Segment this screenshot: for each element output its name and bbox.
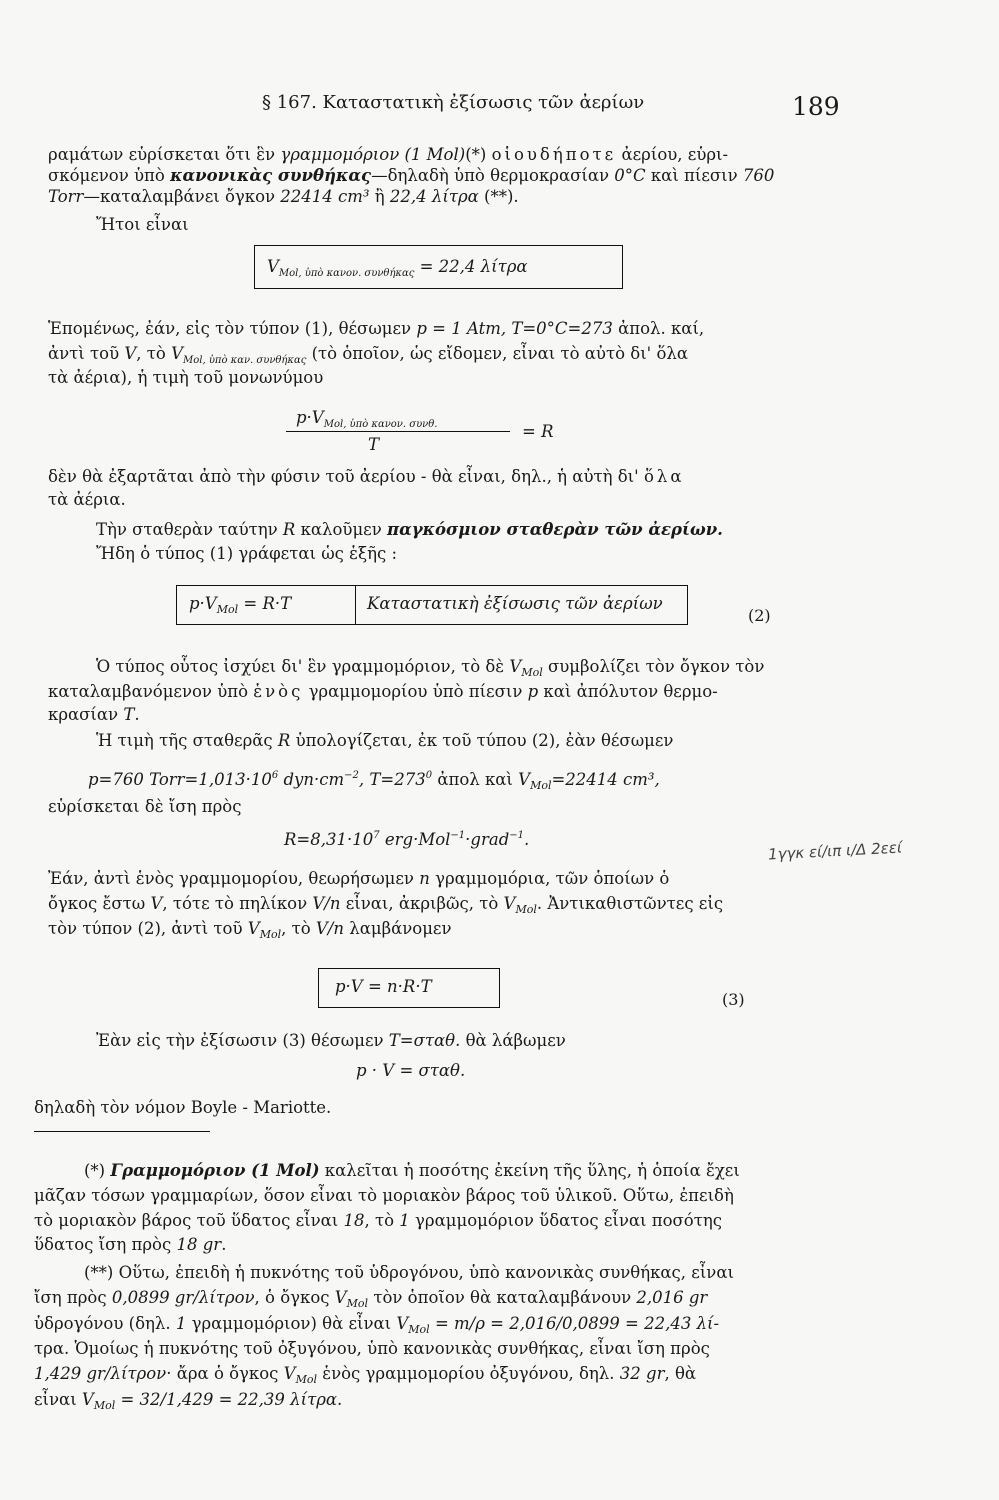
math: p·V xyxy=(189,594,217,613)
text: ἴση πρὸς xyxy=(34,1288,112,1307)
text: Ὁ τύπος οὗτος ἰσχύει δι' ἓν γραμμομόριον, τὸ δὲ xyxy=(96,657,510,676)
math: 18 xyxy=(343,1211,365,1230)
superscript: 6 xyxy=(271,770,279,781)
math: V xyxy=(509,657,522,676)
text: γραμμομόριον) θὰ εἶναι xyxy=(186,1314,397,1333)
text: λαμβάνομεν xyxy=(344,919,452,938)
footnote-divider xyxy=(34,1131,210,1132)
text: , τὸ xyxy=(364,1211,400,1230)
math: 1 xyxy=(175,1314,187,1333)
text: . Ἀντικαθιστῶντες εἰς xyxy=(536,894,724,913)
boxed-equation xyxy=(318,968,500,1008)
math: V/n xyxy=(315,919,344,938)
text: εἶναι xyxy=(34,1390,82,1409)
box-divider xyxy=(355,586,356,624)
equation xyxy=(267,256,528,285)
denominator: T xyxy=(368,435,380,454)
equation xyxy=(88,765,660,797)
math: p = 1 Atm, T=0°C=273 xyxy=(416,319,613,338)
text: καὶ xyxy=(479,770,519,789)
text: τὸν ὁποῖον θὰ καταλαμβάνουν xyxy=(368,1288,637,1307)
footnote-ref: (*) xyxy=(465,145,492,164)
subscript: Mol xyxy=(93,1399,116,1412)
text: ἢ xyxy=(369,187,390,206)
math: =22414 cm³, xyxy=(551,770,660,789)
handwritten-annotation: 1γγκ εί/ιπ ι/Δ 2εεί xyxy=(767,838,903,864)
equation xyxy=(189,593,291,621)
math: Torr xyxy=(48,187,84,206)
math: 22414 cm³ xyxy=(280,187,370,206)
text-line xyxy=(48,144,728,166)
emphasis: οἱουδήποτε xyxy=(491,145,617,164)
subscript: Mol, ὑπὸ κανον. συνθ. xyxy=(323,419,438,430)
subscript: Mol xyxy=(216,603,239,616)
subscript: Mol xyxy=(530,779,552,792)
superscript: −2 xyxy=(344,770,359,781)
section-title: § 167. Καταστατικὴ ἐξίσωσις τῶν ἀερίων xyxy=(262,92,645,113)
superscript: 7 xyxy=(373,830,380,841)
text: ὕδατος ἴση πρὸς xyxy=(34,1235,177,1254)
math: ·grad xyxy=(465,830,510,849)
text: κρασίαν xyxy=(48,705,124,724)
page-number: 189 xyxy=(792,92,840,121)
text: γραμμομορίου ὑπὸ πίεσιν xyxy=(303,682,528,701)
text-line: Ἤτοι εἶναι xyxy=(96,215,189,234)
footnote-line xyxy=(34,1287,707,1315)
text: . xyxy=(221,1235,227,1254)
text: (τὸ ὁποῖον, ὡς εἴδομεν, εἶναι τὸ αὐτὸ δι' ὅλα xyxy=(306,344,688,363)
text: καὶ ἀπόλυτον θερμο- xyxy=(538,682,718,701)
subscript: Mol xyxy=(408,1323,430,1336)
term: γραμμομόριον (1 Mol) xyxy=(280,145,466,164)
text-line xyxy=(96,1030,566,1052)
text: τὸν τύπον (2), ἀντὶ τοῦ xyxy=(48,919,248,938)
math: erg·Mol xyxy=(379,830,451,849)
text-line xyxy=(96,656,764,684)
superscript: 0 xyxy=(425,770,433,781)
text: καὶ πίεσιν xyxy=(645,166,743,185)
boxed-equation xyxy=(176,585,688,625)
math: T xyxy=(123,705,135,724)
text: , θὰ xyxy=(664,1364,697,1383)
text-line xyxy=(48,893,723,921)
math: V xyxy=(396,1314,409,1333)
math: V xyxy=(81,1390,94,1409)
text: ὑδρογόνου (δηλ. xyxy=(34,1314,176,1333)
footnote-line xyxy=(34,1363,696,1391)
math: 0,0899 gr/λίτρον xyxy=(111,1288,255,1307)
math: V xyxy=(334,1288,347,1307)
math: R xyxy=(277,731,291,750)
text: εἶναι, ἀκριβῶς, τὸ xyxy=(340,894,504,913)
text: συμβολίζει τὸν ὄγκον τὸν xyxy=(542,657,765,676)
page-header xyxy=(0,88,999,128)
math: 22,4 λίτρα xyxy=(389,187,479,206)
text: γραμμομόρια, τῶν ὁποίων ὁ xyxy=(429,869,670,888)
math: R=8,31·10 xyxy=(284,830,374,849)
subscript: Mol xyxy=(515,903,537,916)
footnote-line: (**) Οὕτω, ἐπειδὴ ἡ πυκνότης τοῦ ὑδρογόνου, ὑπὸ κανονικὰς συνθήκας, εἶναι xyxy=(84,1263,734,1282)
text-line xyxy=(48,186,519,208)
text: γραμμομόριον ὕδατος εἶναι ποσότης xyxy=(409,1211,722,1230)
math: = R·T xyxy=(238,594,292,613)
text: ραμάτων εὑρίσκεται ὅτι ἓν xyxy=(48,145,281,164)
math: V xyxy=(124,344,137,363)
text: λί- xyxy=(691,1314,720,1333)
text: ὑπολογίζεται, ἐκ τοῦ τύπου (2), ἐὰν θέσωμεν xyxy=(290,731,674,750)
equation-number: (3) xyxy=(722,990,745,1009)
text: Ἐὰν εἰς τὴν ἐξίσωσιν (3) θέσωμεν xyxy=(96,1031,389,1050)
text: ἀπολ xyxy=(432,770,480,789)
math: 32 gr xyxy=(619,1364,665,1383)
text: σκόμενον ὑπὸ xyxy=(48,166,171,185)
text: , τὸ xyxy=(136,344,172,363)
text: Ἐάν, ἀντὶ ἑνὸς γραμμομορίου, θεωρήσωμεν xyxy=(48,869,420,888)
text-line xyxy=(48,704,140,726)
math: p=760 Torr=1,013·10 xyxy=(88,770,272,789)
equation-label: Καταστατικὴ ἐξίσωσις τῶν ἀερίων xyxy=(367,594,663,613)
fraction-equation xyxy=(286,407,616,467)
equation: p · V = σταθ. xyxy=(356,1061,466,1080)
math: V xyxy=(503,894,516,913)
text: θὰ λάβωμεν xyxy=(460,1031,566,1050)
text-line xyxy=(48,318,704,340)
text: Τὴν σταθερὰν ταύτην xyxy=(96,520,283,539)
text: , τὸ xyxy=(281,919,316,938)
footnote-line xyxy=(34,1234,226,1256)
math: = R xyxy=(522,422,554,441)
subscript: Mol, ὑπὸ κανον. συνθήκας xyxy=(278,268,415,279)
math: n xyxy=(419,869,430,888)
text: , τότε τὸ πηλίκον xyxy=(162,894,313,913)
math: . xyxy=(524,830,530,849)
text: καταλαμβανόμενον ὑπὸ xyxy=(48,682,254,701)
equation xyxy=(284,825,529,851)
math: 2,016 gr xyxy=(636,1288,708,1307)
text: ἀπολ. καί, xyxy=(612,319,705,338)
math: R xyxy=(282,520,296,539)
math: V xyxy=(150,894,163,913)
text-line xyxy=(48,918,452,946)
text: δὲν θὰ ἐξαρτᾶται ἀπὸ τὴν φύσιν τοῦ ἀερίου - θὰ εἶναι, δηλ., ἡ αὐτὴ δι' xyxy=(48,467,644,486)
text-line xyxy=(48,681,718,703)
equation: p·V = n·R·T xyxy=(335,977,432,996)
footnote-line: τρα. Ὁμοίως ἡ πυκνότης τοῦ ὀξυγόνου, ὑπὸ κανονικὰς συνθήκας, εἶναι ἴση πρὸς xyxy=(34,1339,710,1358)
text-line: δηλαδὴ τὸν νόμον Boyle - Mariotte. xyxy=(34,1098,332,1117)
text: —καταλαμβάνει ὄγκον xyxy=(83,187,281,206)
superscript: −1 xyxy=(450,830,466,841)
math: V xyxy=(283,1364,296,1383)
text: ὄγκος ἔστω xyxy=(48,894,151,913)
term: παγκόσμιον σταθερὰν τῶν ἀερίων. xyxy=(387,520,723,539)
footnote-line xyxy=(34,1313,719,1341)
text: καλεῖται ἡ ποσότης ἐκείνη τῆς ὕλης, ἡ ὁποία ἔχει xyxy=(319,1161,740,1180)
math: V xyxy=(267,257,279,276)
text: —δηλαδὴ ὑπὸ θερμοκρασίαν xyxy=(371,166,615,185)
math: V/n xyxy=(312,894,341,913)
emphasis: ὅλα xyxy=(643,467,685,486)
text-line xyxy=(48,165,774,187)
footnote-marker: (*) xyxy=(84,1161,111,1180)
subscript: Mol xyxy=(259,928,282,941)
math: 1 xyxy=(399,1211,410,1230)
math: V xyxy=(518,770,531,789)
text-line xyxy=(96,730,673,752)
footnote-ref: (**). xyxy=(478,187,519,206)
math: 760 xyxy=(742,166,775,185)
text-line: Ἤδη ὁ τύπος (1) γράφεται ὡς ἑξῆς : xyxy=(96,544,398,563)
text: καλοῦμεν xyxy=(295,520,387,539)
equation-number: (2) xyxy=(748,606,771,625)
math: dyn·cm xyxy=(278,770,345,789)
text: ἀερίου, εὑρι- xyxy=(616,145,729,164)
math: p xyxy=(527,682,539,701)
subscript: Mol xyxy=(346,1297,369,1310)
math: = 32/1,429 = 22,39 λίτρα. xyxy=(115,1390,343,1409)
math: = m/ρ = 2,016/0,0899 = 22,43 xyxy=(429,1314,692,1333)
math: , T=273 xyxy=(358,770,426,789)
footnote-line xyxy=(34,1389,342,1417)
term: Γραμμομόριον (1 Mol) xyxy=(110,1161,320,1180)
text: · ἄρα ὁ ὄγκος xyxy=(166,1364,284,1383)
subscript: Mol xyxy=(521,666,543,679)
boxed-equation xyxy=(254,245,623,289)
text: ἀντὶ τοῦ xyxy=(48,344,125,363)
text: ἑνὸς γραμμομορίου ὀξυγόνου, δηλ. xyxy=(316,1364,620,1383)
math: V xyxy=(247,919,260,938)
text-line xyxy=(96,519,723,541)
fraction-bar xyxy=(286,431,510,432)
math: 18 gr xyxy=(176,1235,222,1254)
emphasis: ἑνὸς xyxy=(253,682,304,701)
text: . xyxy=(134,705,140,724)
math: T=σταθ. xyxy=(388,1031,461,1050)
text-line xyxy=(48,868,669,890)
math: 1,429 gr/λίτρον xyxy=(34,1364,167,1383)
text-line: τὰ ἀέρια. xyxy=(48,490,126,509)
math: = 22,4 λίτρα xyxy=(419,257,528,276)
subscript: Mol xyxy=(295,1373,317,1386)
footnote-line xyxy=(84,1160,740,1182)
term: κανονικὰς συνθήκας xyxy=(170,166,372,185)
subscript: Mol, ὑπὸ καν. συνθήκας xyxy=(183,355,307,366)
text: Ἡ τιμὴ τῆς σταθερᾶς xyxy=(96,731,278,750)
footnote-line xyxy=(34,1210,722,1232)
math: p·V xyxy=(296,408,324,427)
text-line xyxy=(48,466,684,488)
text-line: τὰ ἀέρια), ἡ τιμὴ τοῦ μονωνύμου xyxy=(48,368,324,387)
text: , ὁ ὄγκος xyxy=(254,1288,335,1307)
footnote-line: μᾶζαν τόσων γραμμαρίων, ὅσον εἶναι τὸ μοριακὸν βάρος τοῦ ὑλικοῦ. Οὕτω, ἐπειδὴ xyxy=(34,1186,734,1205)
text-line: εὑρίσκεται δὲ ἴση πρὸς xyxy=(48,797,242,816)
math: 0°C xyxy=(614,166,646,185)
text: τὸ μοριακὸν βάρος τοῦ ὕδατος εἶναι xyxy=(34,1211,344,1230)
superscript: −1 xyxy=(509,830,525,841)
text: Ἑπομένως, ἐάν, εἰς τὸν τύπον (1), θέσωμεν xyxy=(48,319,417,338)
math: V xyxy=(171,344,183,363)
